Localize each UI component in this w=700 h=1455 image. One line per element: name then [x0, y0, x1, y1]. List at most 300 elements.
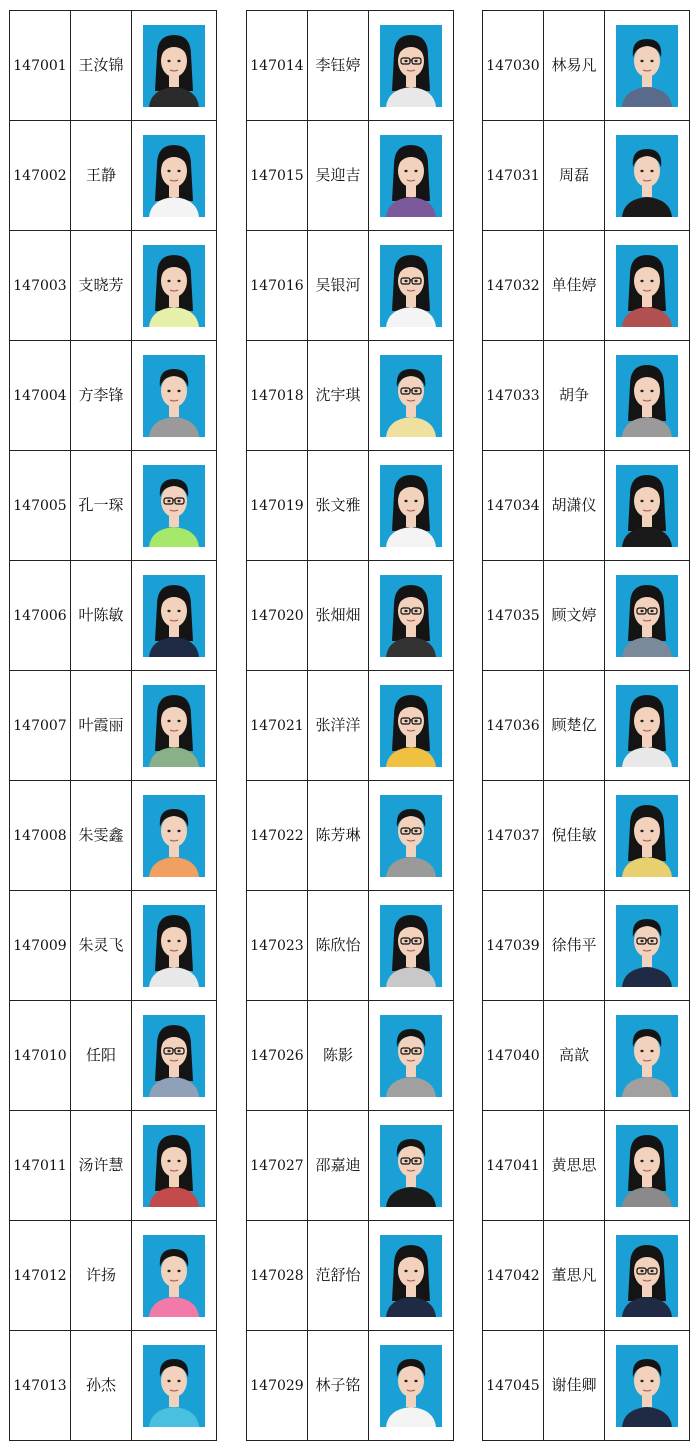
student-id: 147007: [10, 671, 71, 781]
roster-row: [10, 121, 217, 231]
student-id: 147039: [483, 891, 544, 1001]
student-photo-cell: [605, 891, 690, 1001]
face: [398, 1035, 424, 1067]
eye-right: [177, 829, 180, 831]
student-photo-cell: [605, 1221, 690, 1331]
eye-right: [414, 59, 417, 61]
eye-left: [404, 829, 407, 831]
roster-row: [483, 1331, 690, 1441]
student-photo: [616, 1015, 678, 1097]
student-name: 支晓芳: [71, 231, 132, 341]
eye-right: [177, 1269, 180, 1271]
eye-left: [640, 1159, 643, 1161]
student-name: 叶霞丽: [71, 671, 132, 781]
portrait-drawing: [380, 1125, 442, 1207]
student-photo-cell: [132, 121, 217, 231]
roster-row: [10, 231, 217, 341]
eye-left: [640, 719, 643, 721]
portrait-drawing: [616, 135, 678, 217]
student-name: 胡争: [544, 341, 605, 451]
student-photo: [380, 1345, 442, 1427]
student-id: 147023: [247, 891, 308, 1001]
student-photo: [380, 1235, 442, 1317]
student-name: 范舒怡: [308, 1221, 369, 1331]
roster-row: [10, 11, 217, 121]
student-id: 147010: [10, 1001, 71, 1111]
student-name: 张畑畑: [308, 561, 369, 671]
portrait-drawing: [143, 1015, 205, 1097]
student-photo: [143, 135, 205, 217]
student-photo: [143, 685, 205, 767]
student-id: 147022: [247, 781, 308, 891]
portrait-drawing: [616, 25, 678, 107]
student-id: 147002: [10, 121, 71, 231]
portrait-drawing: [143, 905, 205, 987]
student-id: 147031: [483, 121, 544, 231]
eye-left: [640, 939, 643, 941]
student-id: 147001: [10, 11, 71, 121]
student-photo-cell: [369, 1001, 454, 1111]
eye-right: [414, 719, 417, 721]
student-name: 孙杰: [71, 1331, 132, 1441]
student-name: 林易凡: [544, 11, 605, 121]
student-photo-cell: [605, 121, 690, 231]
face: [398, 375, 424, 407]
student-id: 147004: [10, 341, 71, 451]
eye-right: [650, 169, 653, 171]
student-name: 吴迎吉: [308, 121, 369, 231]
eye-left: [167, 1159, 170, 1161]
student-photo-cell: [605, 561, 690, 671]
eye-left: [404, 1159, 407, 1161]
student-photo-cell: [369, 561, 454, 671]
student-id: 147003: [10, 231, 71, 341]
portrait-drawing: [143, 1235, 205, 1317]
student-id: 147008: [10, 781, 71, 891]
face: [634, 925, 660, 957]
student-photo-cell: [369, 451, 454, 561]
eye-right: [650, 59, 653, 61]
student-photo-cell: [132, 451, 217, 561]
eye-right: [650, 389, 653, 391]
student-photo: [616, 465, 678, 547]
eye-left: [404, 609, 407, 611]
student-photo-cell: [132, 1001, 217, 1111]
student-photo: [143, 1345, 205, 1427]
eye-left: [640, 1269, 643, 1271]
student-id: 147033: [483, 341, 544, 451]
roster-row: [247, 671, 454, 781]
portrait-drawing: [380, 795, 442, 877]
student-photo: [616, 795, 678, 877]
portrait-drawing: [143, 135, 205, 217]
student-id: 147019: [247, 451, 308, 561]
face: [161, 815, 187, 847]
student-photo-cell: [369, 1111, 454, 1221]
portrait-drawing: [380, 685, 442, 767]
eye-left: [167, 59, 170, 61]
roster-row: [483, 781, 690, 891]
student-id: 147034: [483, 451, 544, 561]
eye-left: [167, 1269, 170, 1271]
face: [398, 1365, 424, 1397]
student-name: 谢佳卿: [544, 1331, 605, 1441]
student-photo-cell: [369, 891, 454, 1001]
roster-row: [10, 341, 217, 451]
student-name: 李钰婷: [308, 11, 369, 121]
eye-left: [167, 279, 170, 281]
roster-row: [247, 1331, 454, 1441]
student-photo-cell: [605, 671, 690, 781]
eye-right: [650, 719, 653, 721]
student-name: 汤许慧: [71, 1111, 132, 1221]
face: [634, 45, 660, 77]
roster-row: [10, 1111, 217, 1221]
roster-row: [247, 781, 454, 891]
student-photo-cell: [132, 341, 217, 451]
roster-row: [10, 1221, 217, 1331]
student-id: 147011: [10, 1111, 71, 1221]
student-name: 徐伟平: [544, 891, 605, 1001]
student-photo-cell: [369, 11, 454, 121]
student-name: 陈欣怡: [308, 891, 369, 1001]
roster-row: [483, 1001, 690, 1111]
eye-right: [650, 939, 653, 941]
student-name: 胡潇仪: [544, 451, 605, 561]
student-photo: [143, 245, 205, 327]
eye-right: [414, 389, 417, 391]
eye-left: [640, 829, 643, 831]
student-id: 147014: [247, 11, 308, 121]
eye-left: [167, 609, 170, 611]
student-name: 孔一琛: [71, 451, 132, 561]
student-photo: [143, 465, 205, 547]
roster-row: [247, 121, 454, 231]
eye-left: [640, 59, 643, 61]
portrait-drawing: [143, 25, 205, 107]
eye-right: [177, 1159, 180, 1161]
roster-row: [10, 671, 217, 781]
face: [161, 485, 187, 517]
student-photo-cell: [605, 231, 690, 341]
eye-right: [650, 829, 653, 831]
student-name: 沈宇琪: [308, 341, 369, 451]
eye-left: [404, 279, 407, 281]
student-photo: [380, 795, 442, 877]
student-photo: [380, 135, 442, 217]
face: [634, 155, 660, 187]
eye-right: [650, 609, 653, 611]
student-id: 147013: [10, 1331, 71, 1441]
student-photo: [380, 1125, 442, 1207]
student-name: 张文雅: [308, 451, 369, 561]
roster-row: [483, 451, 690, 561]
portrait-drawing: [380, 465, 442, 547]
portrait-drawing: [616, 1235, 678, 1317]
roster-column-2: [246, 10, 454, 1441]
eye-right: [414, 1159, 417, 1161]
portrait-drawing: [616, 245, 678, 327]
face: [161, 1365, 187, 1397]
roster-row: [247, 11, 454, 121]
student-photo: [380, 1015, 442, 1097]
roster-row: [10, 781, 217, 891]
student-id: 147028: [247, 1221, 308, 1331]
student-name: 王汝锦: [71, 11, 132, 121]
student-photo-cell: [605, 1331, 690, 1441]
eye-left: [404, 169, 407, 171]
student-id: 147005: [10, 451, 71, 561]
student-photo-cell: [369, 1221, 454, 1331]
eye-left: [404, 1269, 407, 1271]
student-id: 147027: [247, 1111, 308, 1221]
portrait-drawing: [380, 245, 442, 327]
eye-right: [177, 719, 180, 721]
eye-left: [640, 389, 643, 391]
student-photo: [380, 245, 442, 327]
student-name: 单佳婷: [544, 231, 605, 341]
roster-row: [247, 561, 454, 671]
student-id: 147045: [483, 1331, 544, 1441]
eye-right: [177, 389, 180, 391]
portrait-drawing: [143, 795, 205, 877]
student-photo: [616, 135, 678, 217]
student-photo-cell: [132, 561, 217, 671]
student-id: 147035: [483, 561, 544, 671]
student-photo: [380, 355, 442, 437]
student-photo: [143, 1235, 205, 1317]
student-id: 147041: [483, 1111, 544, 1221]
portrait-drawing: [143, 1125, 205, 1207]
student-name: 陈芳琳: [308, 781, 369, 891]
student-photo: [143, 355, 205, 437]
student-name: 任阳: [71, 1001, 132, 1111]
eye-left: [404, 1049, 407, 1051]
student-photo: [616, 245, 678, 327]
eye-left: [167, 169, 170, 171]
student-id: 147012: [10, 1221, 71, 1331]
eye-right: [414, 1379, 417, 1381]
student-photo: [380, 465, 442, 547]
eye-left: [167, 1379, 170, 1381]
student-photo: [616, 1125, 678, 1207]
student-id: 147036: [483, 671, 544, 781]
eye-left: [404, 59, 407, 61]
portrait-drawing: [380, 1015, 442, 1097]
roster-row: [483, 1111, 690, 1221]
eye-right: [177, 279, 180, 281]
portrait-drawing: [616, 355, 678, 437]
student-photo: [616, 575, 678, 657]
roster-row: [483, 231, 690, 341]
roster-row: [10, 451, 217, 561]
eye-left: [404, 939, 407, 941]
student-name: 陈影: [308, 1001, 369, 1111]
student-photo-cell: [369, 231, 454, 341]
portrait-drawing: [143, 575, 205, 657]
student-id: 147020: [247, 561, 308, 671]
student-photo-cell: [605, 11, 690, 121]
student-photo: [616, 1345, 678, 1427]
student-photo-cell: [369, 1331, 454, 1441]
student-photo-cell: [132, 1221, 217, 1331]
student-photo: [380, 685, 442, 767]
student-photo: [143, 1125, 205, 1207]
portrait-drawing: [616, 1345, 678, 1427]
student-name: 顾文婷: [544, 561, 605, 671]
portrait-drawing: [616, 1015, 678, 1097]
student-id: 147015: [247, 121, 308, 231]
student-photo: [143, 1015, 205, 1097]
portrait-drawing: [380, 25, 442, 107]
student-id: 147029: [247, 1331, 308, 1441]
eye-left: [167, 719, 170, 721]
roster-row: [247, 231, 454, 341]
student-photo-cell: [369, 341, 454, 451]
roster-row: [247, 1111, 454, 1221]
eye-left: [404, 499, 407, 501]
eye-right: [177, 499, 180, 501]
roster-row: [247, 1221, 454, 1331]
roster-row: [247, 1001, 454, 1111]
student-id: 147026: [247, 1001, 308, 1111]
student-id: 147016: [247, 231, 308, 341]
roster-row: [10, 891, 217, 1001]
eye-right: [177, 609, 180, 611]
eye-right: [650, 1049, 653, 1051]
eye-right: [414, 829, 417, 831]
student-photo: [143, 25, 205, 107]
eye-left: [167, 1049, 170, 1051]
student-photo: [380, 25, 442, 107]
portrait-drawing: [616, 1125, 678, 1207]
roster-row: [483, 121, 690, 231]
student-name: 顾楚亿: [544, 671, 605, 781]
eye-right: [177, 1379, 180, 1381]
face: [634, 1035, 660, 1067]
eye-right: [177, 1049, 180, 1051]
eye-right: [177, 169, 180, 171]
portrait-drawing: [143, 245, 205, 327]
student-name: 黄思思: [544, 1111, 605, 1221]
portrait-drawing: [380, 905, 442, 987]
eye-left: [640, 609, 643, 611]
roster-column-3: [482, 10, 690, 1441]
eye-left: [640, 1049, 643, 1051]
eye-left: [167, 939, 170, 941]
portrait-drawing: [143, 465, 205, 547]
portrait-drawing: [380, 355, 442, 437]
eye-left: [640, 1379, 643, 1381]
student-id: 147042: [483, 1221, 544, 1331]
student-name: 方李锋: [71, 341, 132, 451]
eye-left: [404, 719, 407, 721]
student-photo: [616, 25, 678, 107]
student-id: 147032: [483, 231, 544, 341]
eye-right: [650, 279, 653, 281]
student-name: 董思凡: [544, 1221, 605, 1331]
roster-row: [10, 1001, 217, 1111]
eye-right: [414, 169, 417, 171]
student-name: 邵嘉迪: [308, 1111, 369, 1221]
student-photo-cell: [605, 781, 690, 891]
student-photo-cell: [369, 781, 454, 891]
portrait-drawing: [616, 465, 678, 547]
student-photo: [616, 355, 678, 437]
face: [161, 375, 187, 407]
portrait-drawing: [380, 135, 442, 217]
eye-left: [167, 389, 170, 391]
student-name: 朱雯鑫: [71, 781, 132, 891]
student-photo: [380, 575, 442, 657]
eye-right: [177, 939, 180, 941]
eye-left: [640, 169, 643, 171]
face: [398, 815, 424, 847]
student-id: 147040: [483, 1001, 544, 1111]
student-name: 高歆: [544, 1001, 605, 1111]
student-photo: [143, 795, 205, 877]
portrait-drawing: [380, 1235, 442, 1317]
student-photo: [143, 575, 205, 657]
student-photo-cell: [132, 891, 217, 1001]
eye-left: [404, 389, 407, 391]
student-photo: [380, 905, 442, 987]
student-id: 147030: [483, 11, 544, 121]
student-photo-cell: [369, 121, 454, 231]
roster-row: [483, 561, 690, 671]
roster-row: [483, 671, 690, 781]
student-id: 147006: [10, 561, 71, 671]
roster-row: [483, 341, 690, 451]
student-photo-cell: [605, 1111, 690, 1221]
student-id: 147037: [483, 781, 544, 891]
roster-row: [247, 451, 454, 561]
student-id: 147018: [247, 341, 308, 451]
face: [161, 1255, 187, 1287]
eye-right: [414, 1049, 417, 1051]
face: [398, 1145, 424, 1177]
portrait-drawing: [616, 795, 678, 877]
portrait-drawing: [616, 575, 678, 657]
roster-row: [10, 1331, 217, 1441]
eye-left: [167, 829, 170, 831]
student-name: 倪佳敏: [544, 781, 605, 891]
student-photo: [616, 905, 678, 987]
roster-row: [247, 891, 454, 1001]
student-id: 147009: [10, 891, 71, 1001]
roster-row: [483, 1221, 690, 1331]
eye-right: [414, 1269, 417, 1271]
student-photo-cell: [605, 341, 690, 451]
eye-right: [414, 499, 417, 501]
student-photo-cell: [132, 781, 217, 891]
eye-left: [404, 1379, 407, 1381]
student-name: 许扬: [71, 1221, 132, 1331]
student-photo: [616, 1235, 678, 1317]
roster-row: [247, 341, 454, 451]
eye-right: [177, 59, 180, 61]
eye-right: [650, 499, 653, 501]
portrait-drawing: [380, 575, 442, 657]
eye-left: [167, 499, 170, 501]
eye-right: [650, 1159, 653, 1161]
student-photo: [143, 905, 205, 987]
student-name: 林子铭: [308, 1331, 369, 1441]
student-name: 周磊: [544, 121, 605, 231]
eye-right: [414, 279, 417, 281]
student-name: 叶陈敏: [71, 561, 132, 671]
student-id: 147021: [247, 671, 308, 781]
